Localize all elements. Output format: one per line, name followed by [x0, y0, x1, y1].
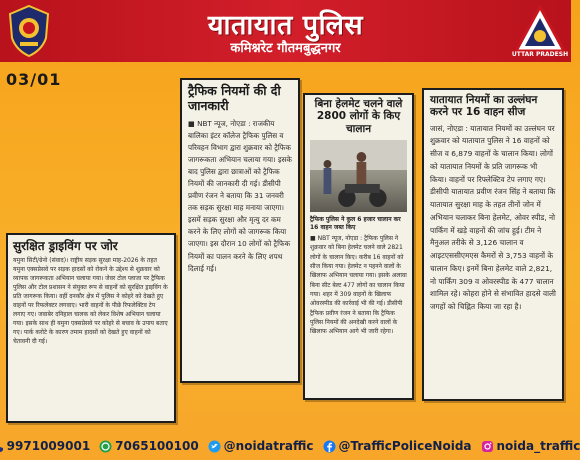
- instagram-handle: noida_traffic: [496, 439, 580, 453]
- facebook-icon: [323, 440, 336, 453]
- contact-footer: [0, 432, 580, 460]
- news-clipping-traffic-rules: [180, 78, 300, 383]
- whatsapp-number: 7065100100: [115, 439, 199, 453]
- clipping-body: यमुना सिटी/ग्रेनो (संवाद)। राष्ट्रीय सड़क सुरक्षा माह-2026 के तहत यमुना एक्सप्रेसवे पर सड़क हादसों को रोकने के उद्देश्य से शुक्रवार को व्यापक जागरूकता अभियान चलाया गया। जेवर टोल प्लाजा पर ट्रैफिक पुलिस और टोल प्रशासन ने संयुक्त रूप से वाहनों को सुरक्षित ड्राइविंग के प्रति जागरूक किया। वहीं दनकौर क्षेत्र में पुलिस ने कोहरे को देखते हुए वाहनों पर रिफलेक्टर लगवाए। भारी वाहनों के पीछे रिफलेक्टिव टेप लगाए गए। जवाबेर दनिहाल चालक को लेकर विशेष अभियान चलाया गया। इसके साथ ही यमुना एक्सप्रेसवे पर कोहरे से बचाव के उपाय बताए गए। पार्क करोटे के कारण तमाम हादसों को देखते हुए वाहनों को चेतावनी दी गई।: [13, 257, 168, 346]
- phone-icon: [0, 440, 4, 453]
- badge-text: UTTAR PRADESH: [511, 51, 569, 58]
- motorcycle-photo-icon: [310, 140, 407, 212]
- clipping-headline: यातायात नियमों का उल्लंघन करने पर 16 वाहन सीज: [430, 94, 538, 119]
- clipping-body: ■ NBT न्यूज, नोएडा : राजकीय बालिका इंटर कॉलेज ट्रैफिक पुलिस व परिवहन विभाग द्वारा शुक्रवार को ट्रैफिक जागरूकता अभियान चलाया गया। इसके बाद पुलिस द्वारा छात्राओं को ट्रैफिक नियमों की जानकारी दी गई। डीसीपी प्रवीण रंजन ने बताया कि 31 जनवरी तक सड़क सुरक्षा माह मनाया जाएगा। इसमें सड़क सुरक्षा और मृत्यु दर कम करने के लिए लोगों को जागरूक किया जाएगा। इस दौरान 10 लोगों को ट्रैफिक नियमों का पालन करने के लिए शपथ दिलाई गई।: [188, 118, 292, 273]
- clipping-body: जासं, नोएडा : यातायात नियमों का उल्लंघन पर शुक्रवार को यातायात पुलिस ने 16 वाहनों को सीज व 6,879 वाहनों के चालान किया। लोगों को यातायात नियमों के प्रति जागरूक भी किया। वाहनों पर रिफ्लेक्टिव टेप लगाए गए। डीसीपी यातायात प्रवीण रंजन सिंह ने बताया कि यातायात सुरक्षा माह के तहत तीनों जोन में अभियान चलाकर बिना हेलमेट, ओवर स्पीड, नो पार्किंग में खड़े वाहनों की जांच हुई। टीम ने मैनुअल तरीके से 3,126 चालान व आइटएससीएमएस कैमरों से 3,753 वाहनों के चालान किए। इनमें बिना हेलमेट वाले 2,821, नो पार्किंग 309 व ओवरस्पीड के 477 चालान शामिल रहे। कोहरा होने से संभावित हादसे वाली जगहों को चिह्नित किया जा रहा है।: [430, 123, 556, 312]
- news-clipping-safe-driving: [6, 233, 176, 423]
- whatsapp-contact[interactable]: [99, 439, 199, 453]
- news-photo: [310, 140, 407, 212]
- facebook-handle: @TrafficPoliceNoida: [338, 439, 472, 453]
- date-label: 03/01: [6, 70, 62, 89]
- header-banner: [0, 0, 571, 62]
- traffic-police-badge-icon: [513, 4, 567, 58]
- instagram-icon: [481, 440, 494, 453]
- phone-number: 9971009001: [6, 439, 91, 453]
- clipping-headline: ट्रैफिक नियमों की दी जानकारी: [188, 83, 281, 113]
- news-clipping-vehicles-seized: [422, 88, 564, 401]
- clipping-headline: सुरक्षित ड्राइविंग पर जोर: [13, 239, 118, 253]
- news-clipping-helmet-challan: [303, 93, 414, 400]
- phone-contact[interactable]: [0, 439, 90, 453]
- page-subtitle: कमिश्नरेट गौतमबुद्धनगर: [230, 41, 341, 56]
- whatsapp-icon: [99, 440, 112, 453]
- clipping-body: ■ NBT न्यूज, नोएडा : ट्रैफिक पुलिस ने शुक्रवार को बिना हेलमेट चलने वाले 2821 लोगों के चालान किए। करीब 16 वाहनों को सीज किया गया। हेलमेट न पहनने वालों के खिलाफ अभियान चलाया गया। इसके अलावा बिना सीट बेल्ट 477 लोगों का चालान किया गया। शहर में 309 वाहनों के खिलाफ ओवरस्पीड की कार्रवाई भी की गई। डीसीपी ट्रैफिक प्रवीण रंजन ने बताया कि ट्रैफिक पुलिस नियमों की अनदेखी करने वालों के खिलाफ अभियान आगे भी जारी रहेगा।: [310, 235, 407, 336]
- clipping-headline: बिना हेलमेट चलने वाले 2800 लोगों के किए चालान: [314, 98, 403, 135]
- twitter-handle: @noidatraffic: [223, 439, 314, 453]
- page-title: यातायात पुलिस: [207, 10, 364, 41]
- photo-caption: ट्रैफिक पुलिस ने कुल 6 हजार चालान कर 16 वाहन जब्त किए: [310, 216, 401, 232]
- twitter-icon: [208, 440, 221, 453]
- instagram-contact[interactable]: [481, 439, 580, 453]
- facebook-contact[interactable]: [323, 439, 472, 453]
- twitter-contact[interactable]: [208, 439, 314, 453]
